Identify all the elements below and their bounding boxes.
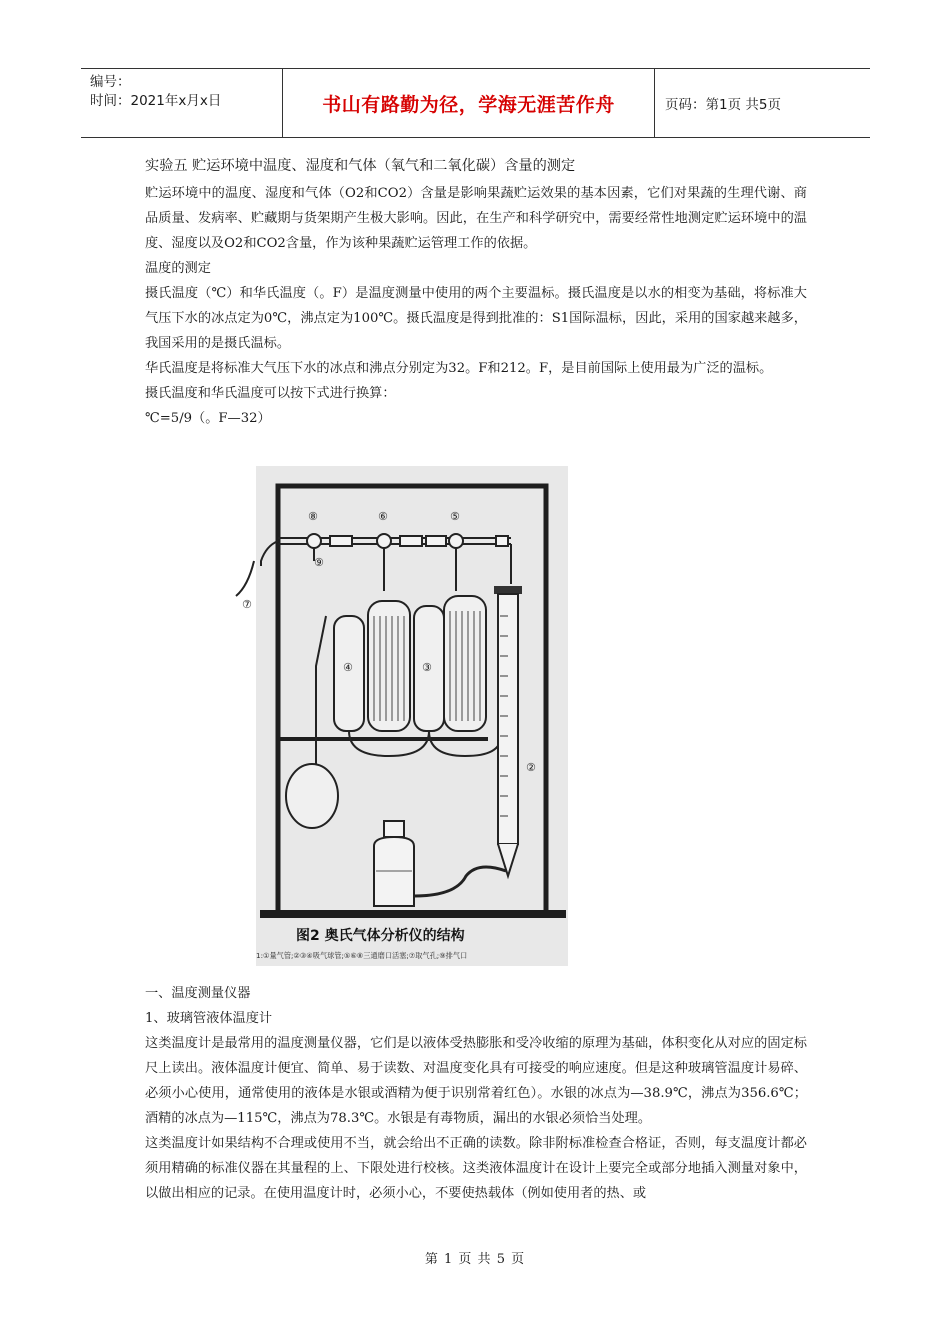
orsat-apparatus-figure xyxy=(242,466,568,966)
secondary-content xyxy=(145,981,807,1206)
header-meta xyxy=(81,69,282,137)
marker-2: ② xyxy=(526,761,536,774)
page-title: 实验五 贮运环境中温度、湿度和气体（氧气和二氧化碳）含量的测定 xyxy=(145,158,576,174)
marker-8: ⑧ xyxy=(308,510,318,523)
page-code: 页码：第1页 共5页 xyxy=(665,97,781,113)
marker-7: ⑦ xyxy=(242,598,252,611)
header-motto-cell xyxy=(282,69,655,137)
thermometer-paragraph-2: 这类温度计如果结构不合理或使用不当，就会给出不正确的读数。除非附标准检查合格证，否则，每支温度计都必须用精确的标准仪器在其量程的上、下限处进行校核。这类液体温度计在设计上要完全或部分地插入测量对象中，以做出相应的记录。在使用温度计时，必须小心，不要使热载体（例如使用者的热、或 xyxy=(145,1136,807,1201)
marker-3: ③ xyxy=(422,661,432,674)
number-label: 编号： xyxy=(90,74,131,90)
conversion-formula: ℃=5/9（。F—32） xyxy=(145,411,271,426)
marker-6: ⑥ xyxy=(378,510,388,523)
conversion-paragraph: 摄氏温度和华氏温度可以按下式进行换算： xyxy=(145,386,396,401)
heading-instruments: 一、温度测量仪器 xyxy=(145,986,251,1001)
section-heading-temp: 温度的测定 xyxy=(145,261,211,276)
marker-9: ⑨ xyxy=(314,556,324,569)
marker-4: ④ xyxy=(343,661,353,674)
intro-paragraph: 贮运环境中的温度、湿度和气体（O2和CO2）含量是影响果蔬贮运效果的基本因素，它们对果蔬的生理代谢、商品质量、发病率、贮藏期与货架期产生极大影响。因此，在生产和科学研究中，需要经常性地测定贮运环境中的温度、湿度以及O2和CO2含量，作为该种果蔬贮运管理工作的依据。 xyxy=(145,186,807,251)
main-content xyxy=(145,154,807,431)
motto-text: 书山有路勤为径，学海无涯苦作舟 xyxy=(322,93,615,116)
time-label: 时间：2021年x月x日 xyxy=(90,93,222,109)
figure-legend: 1:①量气管;②③④吸气球管;⑤⑥⑧三通磨口活塞;⑦取气孔;⑨排气口 xyxy=(256,951,468,960)
absorption-pipettes xyxy=(334,596,486,731)
document-header xyxy=(81,68,870,138)
fahrenheit-paragraph: 华氏温度是将标准大气压下水的冰点和沸点分别定为32。F和212。F，是目前国际上使用最为广泛的温标。 xyxy=(145,361,773,376)
apparatus-drawing xyxy=(242,466,568,966)
figure-caption: 图2 奥氏气体分析仪的结构 xyxy=(296,928,465,944)
heading-glass-thermometer: 1、玻璃管液体温度计 xyxy=(145,1011,273,1026)
page-footer: 第 1 页 共 5 页 xyxy=(424,1252,526,1267)
marker-5: ⑤ xyxy=(450,510,460,523)
thermometer-paragraph-1: 这类温度计是最常用的温度测量仪器，它们是以液体受热膨胀和受冷收缩的原理为基础，体积变化从对应的固定标尺上读出。液体温度计便宜、简单、易于读数、对温度变化具有可接受的响应速度。但是这种玻璃管温度计易碎、必须小心使用，通常使用的液体是水银或酒精为便于识别常着红色）。水银的冰点为—38.9℃，沸点为356.6℃；酒精的冰点为—115℃，沸点为78.3℃。水银是有毒物质，漏出的水银必须恰当处理。 xyxy=(145,1036,807,1126)
header-page-cell xyxy=(655,69,870,137)
measuring-burette xyxy=(494,586,522,876)
celsius-paragraph: 摄氏温度（℃）和华氏温度（。F）是温度测量中使用的两个主要温标。摄氏温度是以水的相变为基础，将标准大气压下水的冰点定为0℃，沸点定为100℃。摄氏温度是得到批准的：S1国际温标，因此，采用的国家越来越多，我国采用的是摄氏温标。 xyxy=(145,286,807,351)
